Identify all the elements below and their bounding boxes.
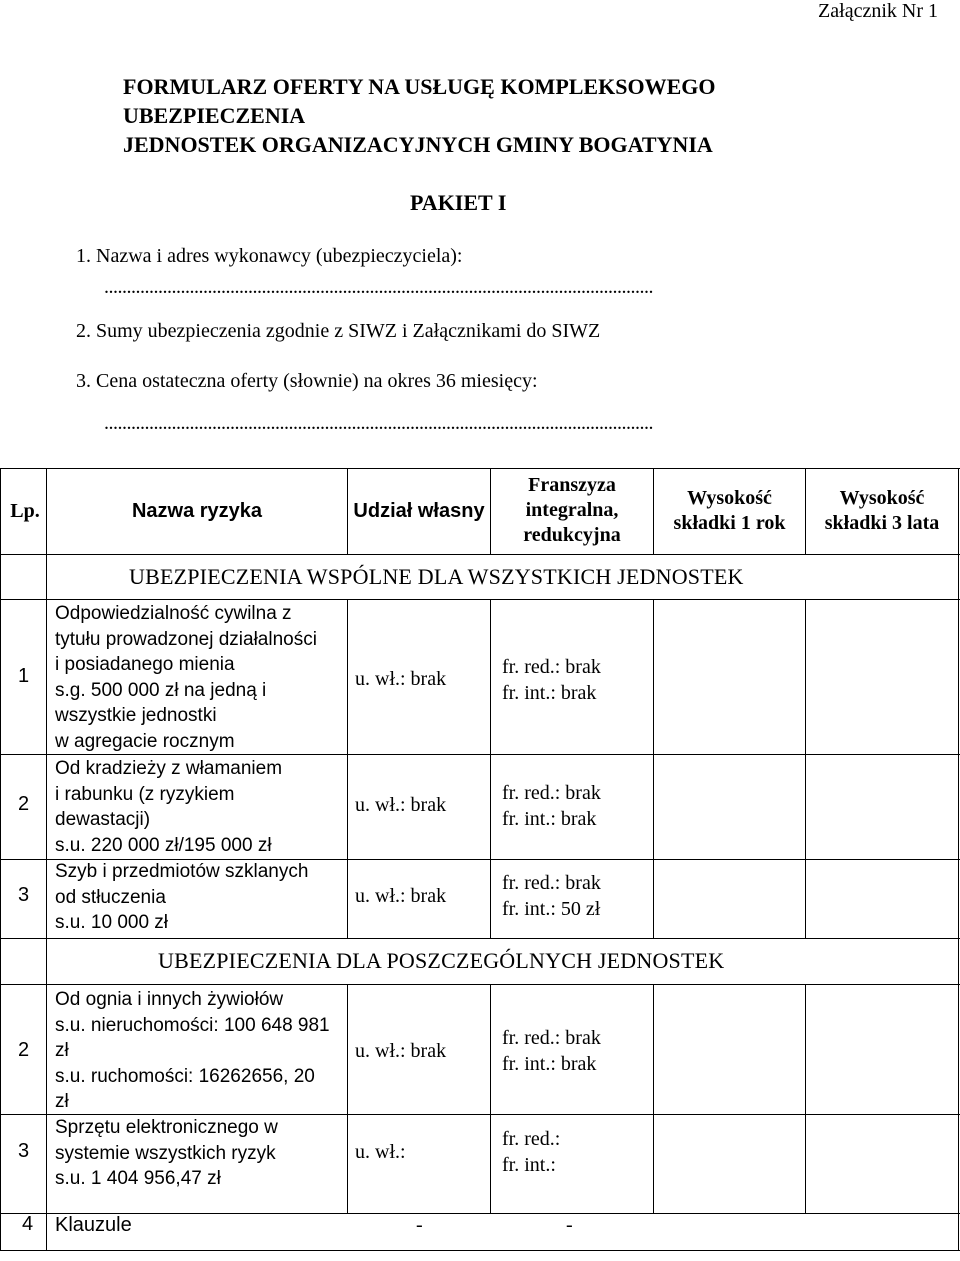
col-divider [347,599,348,938]
risk-name-cell [55,859,308,936]
dotted-fill-line[interactable]: .......................................................................................................................... [104,412,653,434]
franchise-line: fr. red.: brak [502,782,601,804]
risk-name-cell [55,987,330,1115]
package-title: PAKIET I [410,190,507,215]
risk-line: i rabunku (z ryzykiem [55,783,235,805]
header-risk-name: Nazwa ryzyka [131,500,263,522]
risk-line: dewastacji) [55,809,151,830]
franchise-cell [502,870,601,922]
header-premium-line: składki 1 rok [673,512,786,534]
risk-name-cell [55,1115,278,1192]
own-share-cell: u. wł.: brak [355,885,447,907]
own-share-cell: u. wł.: brak [355,794,447,816]
section-common-title: UBEZPIECZENIA WSPÓLNE DLA WSZYSTKICH JEDNOSTEK [129,564,744,589]
franchise-line: fr. red.: brak [502,872,601,894]
franchise-line: fr. red.: [502,1128,561,1150]
table-border-bottom [0,1250,960,1251]
own-share-cell: u. wł.: [355,1141,406,1163]
section-individual-title: UBEZPIECZENIA DLA POSZCZEGÓLNYCH JEDNOSTEK [158,948,725,973]
row-divider [0,984,960,985]
risk-line: s.u. 10 000 zł [55,912,169,933]
header-franchise [491,473,653,548]
risk-line: s.u. nieruchomości: 100 648 981 [55,1014,330,1036]
franchise-cell [502,780,601,832]
franchise-cell [502,654,601,706]
header-lp: Lp. [10,500,40,522]
header-own-share: Udział własny [353,500,485,522]
franchise-line: fr. red.: brak [502,656,601,678]
risk-line: Szyb i przedmiotów szklanych [55,861,309,882]
header-franchise-line: integralna, [525,499,619,521]
offer-table [0,468,960,1251]
risk-line: i posiadanego mienia [55,654,235,675]
title-line: FORMULARZ OFERTY NA USŁUGĘ KOMPLEKSOWEGO [123,74,716,99]
col-divider [653,599,654,938]
header-premium-line: Wysokość [687,487,772,509]
risk-line: Od kradzieży z włamaniem [55,758,283,779]
risk-line: tytułu prowadzonej działalności [55,628,317,650]
risk-line: wszystkie jednostki [55,705,217,726]
row-divider [0,938,960,939]
own-share-cell: u. wł.: brak [355,1040,447,1062]
franchise-line: fr. int.: brak [502,808,597,830]
risk-name-cell [55,601,317,754]
row-divider [0,599,960,600]
header-premium-line: Wysokość [839,487,925,509]
own-share-cell: u. wł.: brak [355,668,447,690]
clauses-franchise: - [566,1214,573,1236]
clauses-label: Klauzule [55,1214,132,1236]
row-divider [0,754,960,755]
risk-name-cell [55,756,282,858]
col-divider [805,984,806,1213]
risk-line: zł [55,1091,69,1112]
row-lp: 2 [18,1039,30,1061]
risk-line: s.g. 500 000 zł na jedną i [55,679,267,701]
row-lp: 4 [22,1213,34,1235]
risk-line: s.u. 220 000 zł/195 000 zł [55,834,272,856]
header-premium-3-years [806,486,958,536]
row-divider [0,1213,960,1214]
header-premium-line: składki 3 lata [824,512,940,534]
row-lp: 2 [18,793,30,815]
form-item-contractor: 1. Nazwa i adres wykonawcy (ubezpieczyciela): [76,245,463,267]
col-divider [805,599,806,938]
document-title [123,72,715,159]
risk-line: s.u. 1 404 956,47 zł [55,1168,221,1189]
col-divider [490,984,491,1213]
row-lp: 3 [18,1140,30,1162]
risk-line: Odpowiedzialność cywilna z [55,603,292,624]
risk-line: systemie wszystkich ryzyk [55,1142,276,1164]
row-lp: 1 [18,665,30,687]
header-franchise-line: Franszyza [528,474,616,496]
franchise-line: fr. red.: brak [502,1027,601,1049]
franchise-cell [502,1126,560,1178]
col-divider [347,984,348,1213]
risk-line: Od ognia i innych żywiołów [55,989,284,1010]
header-premium-1-year [654,486,805,536]
title-line: UBEZPIECZENIA [123,103,306,128]
header-divider [0,554,960,555]
franchise-line: fr. int.: brak [502,682,597,704]
risk-line: w agregacie rocznym [55,730,235,752]
clauses-own-share: - [416,1214,423,1236]
form-item-sums-insured: 2. Sumy ubezpieczenia zgodnie z SIWZ i Załącznikami do SIWZ [76,320,601,342]
risk-line: Sprzętu elektronicznego w [55,1117,278,1138]
franchise-line: fr. int.: 50 zł [502,898,601,920]
col-divider [653,984,654,1213]
header-franchise-line: redukcyjna [523,524,621,546]
risk-line: zł [55,1040,69,1061]
annex-label: Załącznik Nr 1 [818,0,938,22]
franchise-line: fr. int.: brak [502,1053,597,1075]
risk-line: s.u. ruchomości: 16262656, 20 [55,1065,315,1087]
title-line: JEDNOSTEK ORGANIZACYJNYCH GMINY BOGATYNIA [123,132,713,157]
franchise-cell [502,1025,601,1077]
col-divider [490,599,491,938]
risk-line: od stłuczenia [55,886,166,908]
dotted-fill-line[interactable]: .......................................................................................................................... [104,276,653,298]
table-border-top [0,468,960,469]
row-lp: 3 [18,884,30,906]
form-item-final-price: 3. Cena ostateczna oferty (słownie) na okres 36 miesięcy: [76,370,538,392]
franchise-line: fr. int.: [502,1154,556,1176]
